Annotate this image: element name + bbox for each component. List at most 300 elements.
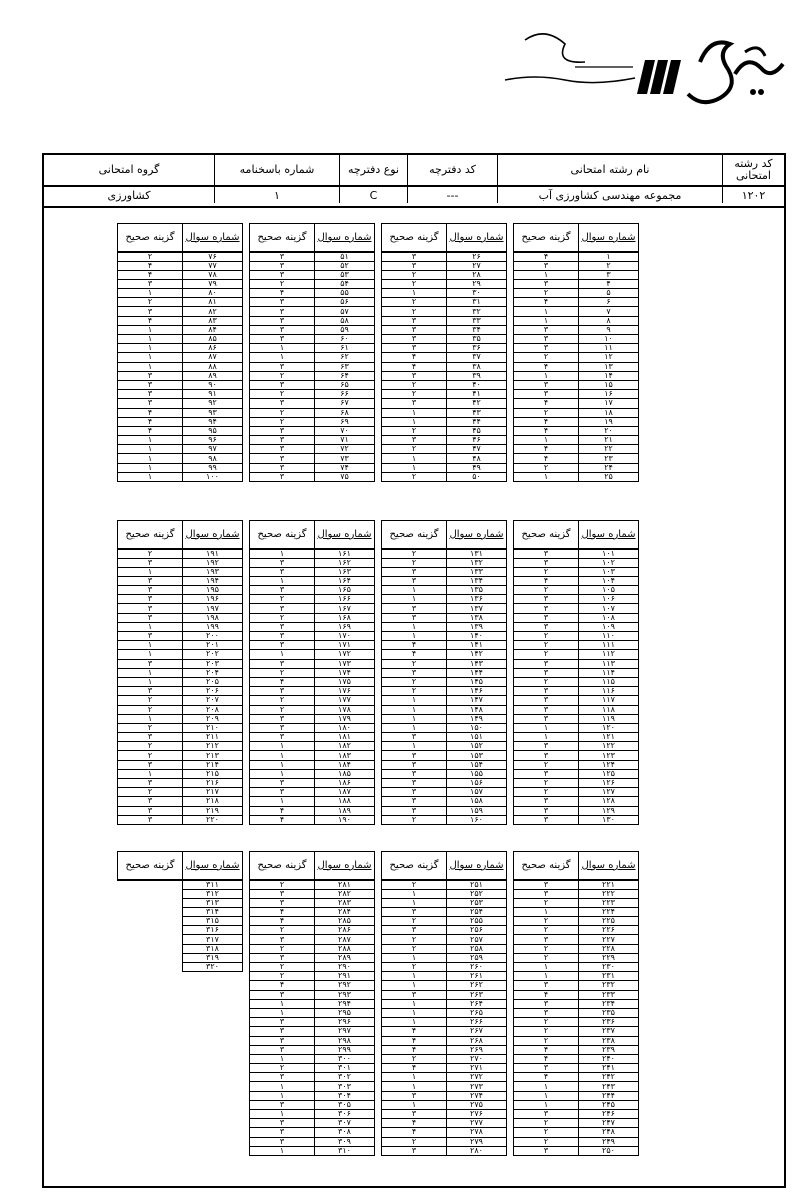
answer-row xyxy=(382,1128,507,1137)
answer-row xyxy=(382,788,507,797)
question-number: ۳۸ xyxy=(447,362,507,371)
correct-option: ۱ xyxy=(382,1018,447,1027)
answer-row xyxy=(514,1091,639,1100)
correct-option: ۲ xyxy=(250,390,315,399)
answer-table xyxy=(381,223,507,482)
question-number: ۲۱۵ xyxy=(183,769,243,778)
question-number: ۱۴۰ xyxy=(447,632,507,641)
correct-option: ۳ xyxy=(250,1137,315,1146)
answer-row xyxy=(382,889,507,898)
correct-option: ۳ xyxy=(250,723,315,732)
answer-row xyxy=(382,1100,507,1109)
correct-option: ۳ xyxy=(382,797,447,806)
answer-row xyxy=(118,687,243,696)
question-number: ۱۶۰ xyxy=(447,815,507,824)
answer-row xyxy=(382,935,507,944)
answer-row xyxy=(250,760,375,769)
correct-option: ۱ xyxy=(382,408,447,417)
question-number: ۱۷۸ xyxy=(315,705,375,714)
correct-option xyxy=(118,907,183,916)
answer-row xyxy=(514,1018,639,1027)
correct-option: ۳ xyxy=(118,307,183,316)
correct-option: ۲ xyxy=(382,815,447,824)
correct-option: ۲ xyxy=(250,696,315,705)
correct-option xyxy=(118,1073,183,1082)
question-number: ۳۰۰ xyxy=(315,1054,375,1063)
question-number: ۲۳۱ xyxy=(579,972,639,981)
question-number xyxy=(183,1064,243,1073)
question-number: ۱۲۰ xyxy=(579,723,639,732)
question-number: ۲۸۱ xyxy=(315,880,375,890)
correct-option: ۳ xyxy=(118,586,183,595)
question-number: ۱۱۱ xyxy=(579,641,639,650)
answer-row xyxy=(382,270,507,279)
answer-row xyxy=(250,622,375,631)
answer-row xyxy=(250,907,375,916)
answer-row xyxy=(514,1137,639,1146)
question-number: ۲۲۰ xyxy=(183,815,243,824)
answer-row xyxy=(514,445,639,454)
correct-option: ۱ xyxy=(382,705,447,714)
correct-option: ۲ xyxy=(118,742,183,751)
question-number: ۲۸۵ xyxy=(315,917,375,926)
correct-option: ۱ xyxy=(250,549,315,559)
question-number: ۵۳ xyxy=(315,270,375,279)
question-number: ۱۲۱ xyxy=(579,733,639,742)
answer-row xyxy=(514,622,639,631)
correct-option: ۲ xyxy=(382,659,447,668)
correct-option-header: گزینه صحیح xyxy=(118,224,183,252)
question-number: ۷۰ xyxy=(315,426,375,435)
answer-row xyxy=(514,399,639,408)
question-number: ۱۸۳ xyxy=(315,751,375,760)
answer-row xyxy=(514,261,639,270)
question-number: ۲۰ xyxy=(579,426,639,435)
correct-option: ۲ xyxy=(382,426,447,435)
answer-row xyxy=(514,733,639,742)
question-number: ۲۸۹ xyxy=(315,953,375,962)
correct-option: ۳ xyxy=(250,436,315,445)
answer-row xyxy=(382,622,507,631)
question-number: ۴۳ xyxy=(447,408,507,417)
answer-row xyxy=(514,298,639,307)
question-number: ۲۴۳ xyxy=(579,1082,639,1091)
question-number: ۸۷ xyxy=(183,353,243,362)
answer-row xyxy=(250,1064,375,1073)
question-number: ۱۶۹ xyxy=(315,622,375,631)
correct-option: ۳ xyxy=(382,335,447,344)
correct-option: ۲ xyxy=(514,632,579,641)
correct-option: ۳ xyxy=(382,769,447,778)
correct-option: ۴ xyxy=(514,454,579,463)
question-number: ۱۶۷ xyxy=(315,604,375,613)
answer-row xyxy=(250,668,375,677)
answer-row xyxy=(118,1045,243,1054)
correct-option: ۳ xyxy=(382,760,447,769)
correct-option: ۳ xyxy=(382,613,447,622)
question-number: ۶۸ xyxy=(315,408,375,417)
question-number: ۱۴۲ xyxy=(447,650,507,659)
answer-row xyxy=(514,604,639,613)
correct-option: ۲ xyxy=(514,788,579,797)
correct-option: ۳ xyxy=(514,1146,579,1155)
correct-option: ۴ xyxy=(118,408,183,417)
correct-option: ۳ xyxy=(118,390,183,399)
exam-group-value: کشاورزی xyxy=(107,188,151,202)
question-number: ۱۶۵ xyxy=(315,586,375,595)
question-number: ۱۰۵ xyxy=(579,586,639,595)
answer-table xyxy=(513,851,639,1156)
answer-row xyxy=(250,454,375,463)
answer-row xyxy=(514,1064,639,1073)
correct-option: ۱ xyxy=(118,567,183,576)
answer-row xyxy=(382,279,507,288)
answer-row xyxy=(514,1128,639,1137)
question-number: ۳۰۶ xyxy=(315,1110,375,1119)
correct-option: ۳ xyxy=(514,380,579,389)
question-number: ۱۰۷ xyxy=(579,604,639,613)
question-number: ۲۱۱ xyxy=(183,733,243,742)
correct-option: ۳ xyxy=(118,815,183,824)
correct-option: ۱ xyxy=(382,1082,447,1091)
correct-option: ۳ xyxy=(382,751,447,760)
answer-row xyxy=(250,898,375,907)
correct-option: ۲ xyxy=(250,944,315,953)
answer-row xyxy=(382,463,507,472)
question-number: ۱۳۲ xyxy=(447,558,507,567)
correct-option: ۲ xyxy=(514,650,579,659)
correct-option xyxy=(118,889,183,898)
answer-row xyxy=(514,1036,639,1045)
correct-option: ۳ xyxy=(514,325,579,334)
question-number: ۴۷ xyxy=(447,445,507,454)
answer-row xyxy=(514,1119,639,1128)
correct-option xyxy=(118,1064,183,1073)
correct-option: ۲ xyxy=(514,917,579,926)
answer-row xyxy=(118,316,243,325)
question-number: ۷۴ xyxy=(315,463,375,472)
correct-option xyxy=(118,944,183,953)
question-number: ۲۹۰ xyxy=(315,963,375,972)
question-number: ۱۸۰ xyxy=(315,723,375,732)
correct-option: ۳ xyxy=(118,779,183,788)
question-number: ۵۴ xyxy=(315,279,375,288)
answer-row xyxy=(382,705,507,714)
answer-row xyxy=(382,944,507,953)
question-number: ۲۶۲ xyxy=(447,981,507,990)
answer-row xyxy=(250,307,375,316)
question-number xyxy=(183,1073,243,1082)
correct-option-header: گزینه صحیح xyxy=(382,852,447,880)
answer-row xyxy=(118,454,243,463)
answer-row xyxy=(382,335,507,344)
correct-option: ۴ xyxy=(382,1128,447,1137)
question-number: ۲۸۶ xyxy=(315,926,375,935)
question-number: ۷۸ xyxy=(183,270,243,279)
correct-option: ۱ xyxy=(382,622,447,631)
question-number: ۸۶ xyxy=(183,344,243,353)
answer-row xyxy=(118,677,243,686)
question-number: ۴ xyxy=(579,279,639,288)
correct-option: ۴ xyxy=(514,1073,579,1082)
question-number: ۲۹۱ xyxy=(315,972,375,981)
answer-row xyxy=(514,1054,639,1063)
correct-option: ۳ xyxy=(382,371,447,380)
correct-option: ۴ xyxy=(382,1119,447,1128)
question-number: ۲۱۸ xyxy=(183,797,243,806)
answer-row xyxy=(250,742,375,751)
answer-row xyxy=(250,1137,375,1146)
correct-option: ۲ xyxy=(514,926,579,935)
correct-option: ۲ xyxy=(382,549,447,559)
answer-row xyxy=(118,705,243,714)
answer-row xyxy=(514,353,639,362)
question-number-header: شماره سوال xyxy=(447,224,507,252)
answer-block-3 xyxy=(117,851,639,1156)
correct-option xyxy=(118,1100,183,1109)
correct-option: ۳ xyxy=(250,1018,315,1027)
question-number: ۱۲۵ xyxy=(579,769,639,778)
question-number: ۴۲ xyxy=(447,399,507,408)
correct-option: ۳ xyxy=(514,558,579,567)
correct-option: ۲ xyxy=(118,751,183,760)
correct-option: ۲ xyxy=(118,788,183,797)
correct-option: ۳ xyxy=(514,549,579,559)
question-number: ۱۴۹ xyxy=(447,714,507,723)
correct-option: ۲ xyxy=(514,1137,579,1146)
answer-row xyxy=(118,1110,243,1119)
answer-row xyxy=(382,586,507,595)
answer-row xyxy=(118,558,243,567)
question-number xyxy=(183,1146,243,1156)
answer-sheet-number-column xyxy=(214,155,339,203)
question-number: ۷۵ xyxy=(315,472,375,481)
answer-table xyxy=(249,520,375,825)
answer-row xyxy=(250,1110,375,1119)
answer-row xyxy=(514,687,639,696)
question-number: ۲۵۶ xyxy=(447,926,507,935)
question-number: ۵۹ xyxy=(315,325,375,334)
question-number: ۹۴ xyxy=(183,417,243,426)
answer-row xyxy=(382,371,507,380)
correct-option: ۳ xyxy=(250,1100,315,1109)
correct-option: ۲ xyxy=(514,1036,579,1045)
answer-row xyxy=(382,696,507,705)
question-number: ۲۳۳ xyxy=(579,990,639,999)
correct-option: ۳ xyxy=(382,1146,447,1155)
correct-option: ۱ xyxy=(382,1100,447,1109)
question-number: ۱۵۴ xyxy=(447,760,507,769)
question-number: ۳۰۸ xyxy=(315,1128,375,1137)
question-number: ۲۶ xyxy=(447,252,507,262)
question-number: ۶۱ xyxy=(315,344,375,353)
correct-option: ۱ xyxy=(118,335,183,344)
question-number: ۲۹ xyxy=(447,279,507,288)
field-code-value: ۱۲۰۲ xyxy=(741,188,766,202)
question-number: ۱۴۵ xyxy=(447,677,507,686)
question-number: ۷۳ xyxy=(315,454,375,463)
correct-option: ۲ xyxy=(118,696,183,705)
answer-row xyxy=(514,408,639,417)
question-number: ۱۹۶ xyxy=(183,595,243,604)
question-number: ۱۰۳ xyxy=(579,567,639,576)
answer-row xyxy=(250,935,375,944)
answer-row xyxy=(514,417,639,426)
answer-block-2 xyxy=(117,520,639,825)
correct-option xyxy=(118,1110,183,1119)
field-name-label: نام رشته امتحانی xyxy=(498,155,722,187)
question-number: ۸۴ xyxy=(183,325,243,334)
answer-row xyxy=(382,325,507,334)
question-number: ۳۰۲ xyxy=(315,1073,375,1082)
answer-row xyxy=(514,1110,639,1119)
answer-row xyxy=(250,390,375,399)
question-number xyxy=(183,990,243,999)
correct-option: ۳ xyxy=(250,1073,315,1082)
question-number: ۲۰۴ xyxy=(183,668,243,677)
answer-row xyxy=(118,1128,243,1137)
question-number: ۲۸۲ xyxy=(315,889,375,898)
answer-row xyxy=(118,279,243,288)
correct-option xyxy=(118,1146,183,1156)
answer-row xyxy=(118,751,243,760)
correct-option: ۳ xyxy=(250,990,315,999)
correct-option: ۱ xyxy=(382,981,447,990)
booklet-code-value: --- xyxy=(446,188,459,202)
question-number: ۲۰۱ xyxy=(183,641,243,650)
question-number: ۱۶۱ xyxy=(315,549,375,559)
answer-row xyxy=(250,733,375,742)
correct-option: ۲ xyxy=(250,880,315,890)
question-number: ۹۳ xyxy=(183,408,243,417)
correct-option: ۴ xyxy=(514,576,579,585)
correct-option: ۳ xyxy=(382,990,447,999)
answer-row xyxy=(250,445,375,454)
question-number: ۳۴ xyxy=(447,325,507,334)
answer-row xyxy=(514,815,639,824)
correct-option: ۳ xyxy=(514,815,579,824)
question-number: ۸۱ xyxy=(183,298,243,307)
answer-row xyxy=(514,472,639,481)
answer-row xyxy=(118,298,243,307)
question-number: ۲۷۸ xyxy=(447,1128,507,1137)
question-number: ۱۸۷ xyxy=(315,788,375,797)
question-number: ۲۷۰ xyxy=(447,1054,507,1063)
correct-option: ۴ xyxy=(118,426,183,435)
question-number: ۲۲۸ xyxy=(579,944,639,953)
correct-option: ۱ xyxy=(250,751,315,760)
question-number-header: شماره سوال xyxy=(183,224,243,252)
correct-option: ۲ xyxy=(250,408,315,417)
question-number: ۲۵۲ xyxy=(447,889,507,898)
answer-row xyxy=(514,677,639,686)
question-number: ۲۲۹ xyxy=(579,953,639,962)
answer-row xyxy=(250,677,375,686)
answer-row xyxy=(514,362,639,371)
answer-row xyxy=(118,880,243,890)
answer-row xyxy=(514,380,639,389)
question-number: ۲۵۸ xyxy=(447,944,507,953)
answer-row xyxy=(250,779,375,788)
correct-option: ۳ xyxy=(250,659,315,668)
answer-row xyxy=(382,436,507,445)
answer-row xyxy=(118,1036,243,1045)
question-number: ۱۴۳ xyxy=(447,659,507,668)
answer-row xyxy=(382,714,507,723)
question-number: ۱۵۹ xyxy=(447,806,507,815)
answer-row xyxy=(118,696,243,705)
correct-option xyxy=(118,1018,183,1027)
field-code-column xyxy=(722,155,784,203)
question-number: ۱۹۹ xyxy=(183,622,243,631)
correct-option: ۱ xyxy=(382,972,447,981)
correct-option: ۳ xyxy=(118,380,183,389)
correct-option: ۴ xyxy=(382,1036,447,1045)
correct-option: ۱ xyxy=(118,353,183,362)
question-number: ۳۱۳ xyxy=(183,898,243,907)
question-number: ۸۸ xyxy=(183,362,243,371)
correct-option: ۳ xyxy=(250,298,315,307)
question-number-header: شماره سوال xyxy=(579,521,639,549)
answer-row xyxy=(250,261,375,270)
correct-option-header: گزینه صحیح xyxy=(514,521,579,549)
header-divider xyxy=(44,206,784,208)
question-number: ۲۳۲ xyxy=(579,981,639,990)
question-number xyxy=(183,1119,243,1128)
correct-option xyxy=(118,1045,183,1054)
correct-option: ۲ xyxy=(514,944,579,953)
answer-row xyxy=(382,558,507,567)
question-number: ۵۷ xyxy=(315,307,375,316)
answer-row xyxy=(382,353,507,362)
correct-option: ۱ xyxy=(382,289,447,298)
answer-row xyxy=(382,595,507,604)
correct-option: ۱ xyxy=(250,1008,315,1017)
answer-row xyxy=(382,316,507,325)
question-number: ۲۶۰ xyxy=(447,963,507,972)
question-number: ۱۰۶ xyxy=(579,595,639,604)
answer-row xyxy=(514,935,639,944)
answer-row xyxy=(118,760,243,769)
question-number xyxy=(183,1137,243,1146)
question-number: ۲۰۶ xyxy=(183,687,243,696)
correct-option: ۴ xyxy=(382,641,447,650)
correct-option: ۱ xyxy=(118,289,183,298)
question-number xyxy=(183,1008,243,1017)
question-number: ۳۱۲ xyxy=(183,889,243,898)
answer-row xyxy=(382,380,507,389)
answer-row xyxy=(514,632,639,641)
question-number: ۹۵ xyxy=(183,426,243,435)
question-number: ۱۵۸ xyxy=(447,797,507,806)
correct-option: ۱ xyxy=(118,650,183,659)
correct-option: ۴ xyxy=(250,806,315,815)
question-number: ۲۹۳ xyxy=(315,990,375,999)
question-number: ۲۴۹ xyxy=(579,1137,639,1146)
question-number: ۲۵۷ xyxy=(447,935,507,944)
answer-row xyxy=(382,1146,507,1155)
question-number: ۲۴۶ xyxy=(579,1110,639,1119)
correct-option-header: گزینه صحیح xyxy=(250,852,315,880)
question-number: ۳۶ xyxy=(447,344,507,353)
answer-row xyxy=(382,344,507,353)
question-number: ۱۰ xyxy=(579,335,639,344)
question-number: ۱۹۵ xyxy=(183,586,243,595)
correct-option: ۴ xyxy=(118,261,183,270)
correct-option: ۴ xyxy=(118,270,183,279)
correct-option: ۲ xyxy=(250,963,315,972)
question-number: ۱۱۵ xyxy=(579,677,639,686)
